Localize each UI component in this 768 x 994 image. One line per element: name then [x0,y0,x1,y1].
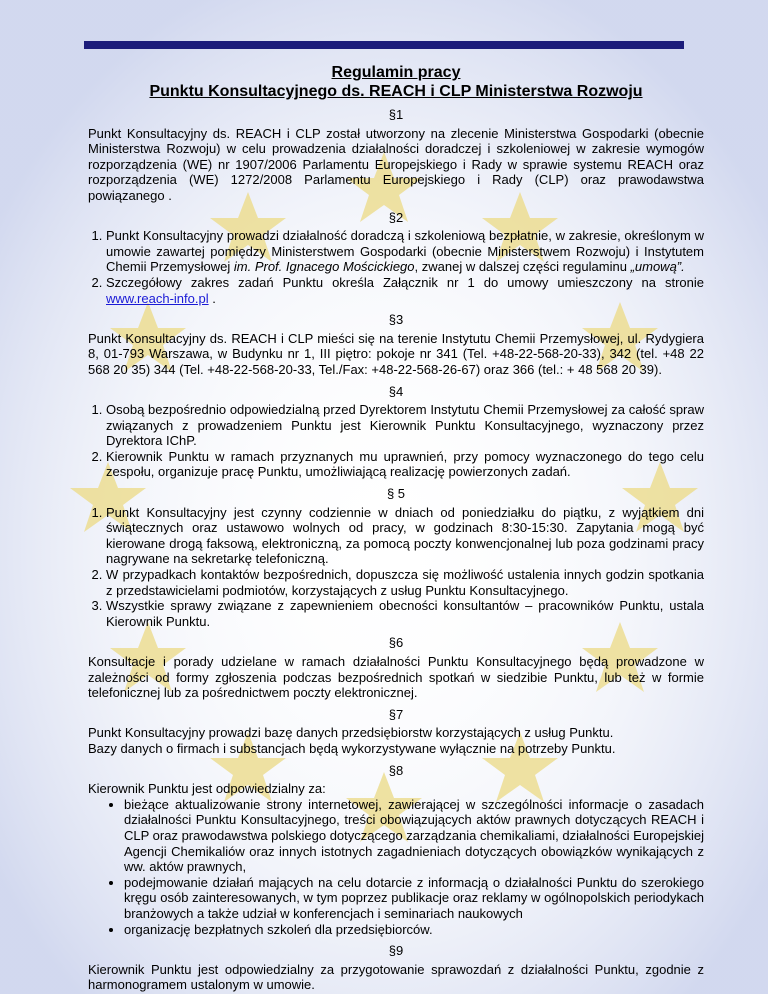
section-6-text: Konsultacje i porady udzielane w ramach działalności Punktu Konsultacyjnego będą prowadzone w zależności od formy zgłoszenia podczas bezpośrednich spotkań w siedzibie Punktu, lub też w formie telefonicznej lub za pośrednictwem poczty elektronicznej. [88,654,704,701]
institute-name: im. Prof. Ignacego Mościckiego [233,259,415,275]
umowa-term: „umową”. [630,259,685,275]
section-3-heading: §3 [388,312,404,328]
section-8-list [88,797,704,937]
section-7-heading: §7 [388,706,404,722]
section-5-list [88,505,704,630]
section-2-heading: §2 [388,209,404,225]
section-8-heading: §8 [388,762,404,778]
section-2-item-2-end: . [208,290,216,306]
list-item: • podejmowanie działań mających na celu dotarcie z informacją o działalności Punktu do szerokiego kręgu osób zainteresowanych, w tym poprzez publikacje oraz reklamy w ogólnopolskich periodykach branżowych a także udział w konferencjach i seminariach naukowych [124,875,704,922]
reach-info-link[interactable]: www.reach-info.pl [106,290,209,306]
section-1-heading: §1 [388,107,404,122]
list-item: 1. Osobą bezpośrednio odpowiedzialną przed Dyrektorem Instytutu Chemii Przemysłowej za całość spraw związanych z prowadzeniem Punktu jest Kierownik Punktu Konsultacyjnego, wyznaczony przez Dyrektora IChP. [106,402,704,449]
section-8-intro: Kierownik Punktu jest odpowiedzialny za: [88,781,326,797]
section-4-list [88,402,704,480]
list-item: 3. Wszystkie sprawy związane z zapewnieniem obecności konsultantów – pracowników Punktu, ustala Kierownik Punktu. [106,598,704,629]
section-9-heading: §9 [388,943,404,959]
list-item: 1. Punkt Konsultacyjny jest czynny codziennie w dniach od poniedziałku do piątku, z wyjątkiem dni świątecznych oraz ustawowo wolnych od pracy, w godzinach 8:30-15:30. Zapytania mogą być kierowane drogą faksową, elektroniczną, za pomocą poczty konwencjonalnej lub poza godzinami pracy nagrywane na sekretarkę telefoniczną. [106,505,704,567]
document-title-line1: Regulamin pracy [331,64,461,81]
list-item: 2. Kierownik Punktu w ramach przyznanych mu uprawnień, przy pomocy wyznaczonego do tego celu zespołu, organizuje pracę Punktu, umożliwiającą realizację powierzonych zadań. [106,449,704,480]
document-title-line2: Punktu Konsultacyjnego ds. REACH i CLP Ministerstwa Rozwoju [149,83,643,100]
section-2-item-1-text-cont: , zwanej w dalszej części regulaminu [414,259,631,275]
section-6-heading: §6 [388,635,404,651]
section-5-heading: § 5 [386,486,406,502]
section-2-list [88,228,704,306]
list-item: 2. W przypadkach kontaktów bezpośrednich, dopuszcza się możliwość ustalenia innych godzin spotkania z przedstawicielami podmiotów, korzystających z usług Punktu Konsultacyjnego. [106,567,704,598]
section-3-text: Punkt Konsultacyjny ds. REACH i CLP mieści się na terenie Instytutu Chemii Przemysłowej, ul. Rydygiera 8, 01-793 Warszawa, w Budynku nr 1, III piętro: pokoje nr 341 (Tel. +48-22-568-20-33), 342 (tel. +48 22 568 20 35) 344 (Tel. +48-22-568-20-33, Tel./Fax: +48-22-568-26-67) oraz 366 (tel.: + 48 568 20 39). [88,330,704,377]
section-2-item-2-text: Szczegółowy zakres zadań Punktu określa Załącznik nr 1 do umowy umieszczony na stronie [106,274,704,290]
section-2-item-1-text: Punkt Konsultacyjny prowadzi działalność doradczą i szkoleniową bezpłatnie, w zakresie, określonym w umowie zawartej pomiędzy Ministerstwem Gospodarki (obecnie Ministerstwem Rozwoju) i Instytutem Chemii Przemysłowej [106,228,704,275]
list-item [106,228,704,275]
section-4-heading: §4 [388,383,404,399]
document-body [88,0,704,993]
section-1-text: Punkt Konsultacyjny ds. REACH i CLP został utworzony na zlecenie Ministerstwa Gospodarki (obecnie Ministerstwa Rozwoju) w celu prowadzenia działalności doradczej i szkoleniowej w zakresie wymogów rozporządzenia (WE) nr 1907/2006 Parlamentu Europejskiego i Rady w sprawie systemu REACH oraz rozporządzenia (WE) 1272/2008 Parlamentu Europejskiego i Rady (CLP) oraz prawodawstwa powiązanego . [88,125,704,203]
section-9-text: Kierownik Punktu jest odpowiedzialny za przygotowanie sprawozdań z działalności Punktu, zgodnie z harmonogramem ustalonym w umowie. [88,961,704,993]
list-item: • bieżące aktualizowanie strony internetowej, zawierającej w szczególności informacje o zasadach działalności Punktu Konsultacyjnego, treści obowiązujących aktów prawnych dotyczących REACH i CLP oraz prawodawstwa polskiego dotyczącego zarządzania chemikaliami, działalności Europejskiej Agencji Chemikaliów oraz innych istotnych zagadnieniach dotyczących obowiązków wynikających z ww. aktów prawnych, [124,797,704,875]
list-item: • organizację bezpłatnych szkoleń dla przedsiębiorców. [124,922,704,938]
list-item [106,275,704,306]
section-7-line-1: Punkt Konsultacyjny prowadzi bazę danych przedsiębiorstw korzystających z usług Punktu. [88,725,614,741]
section-7-line-2: Bazy danych o firmach i substancjach będą wykorzystywane wyłącznie na potrzeby Punktu. [88,740,616,756]
